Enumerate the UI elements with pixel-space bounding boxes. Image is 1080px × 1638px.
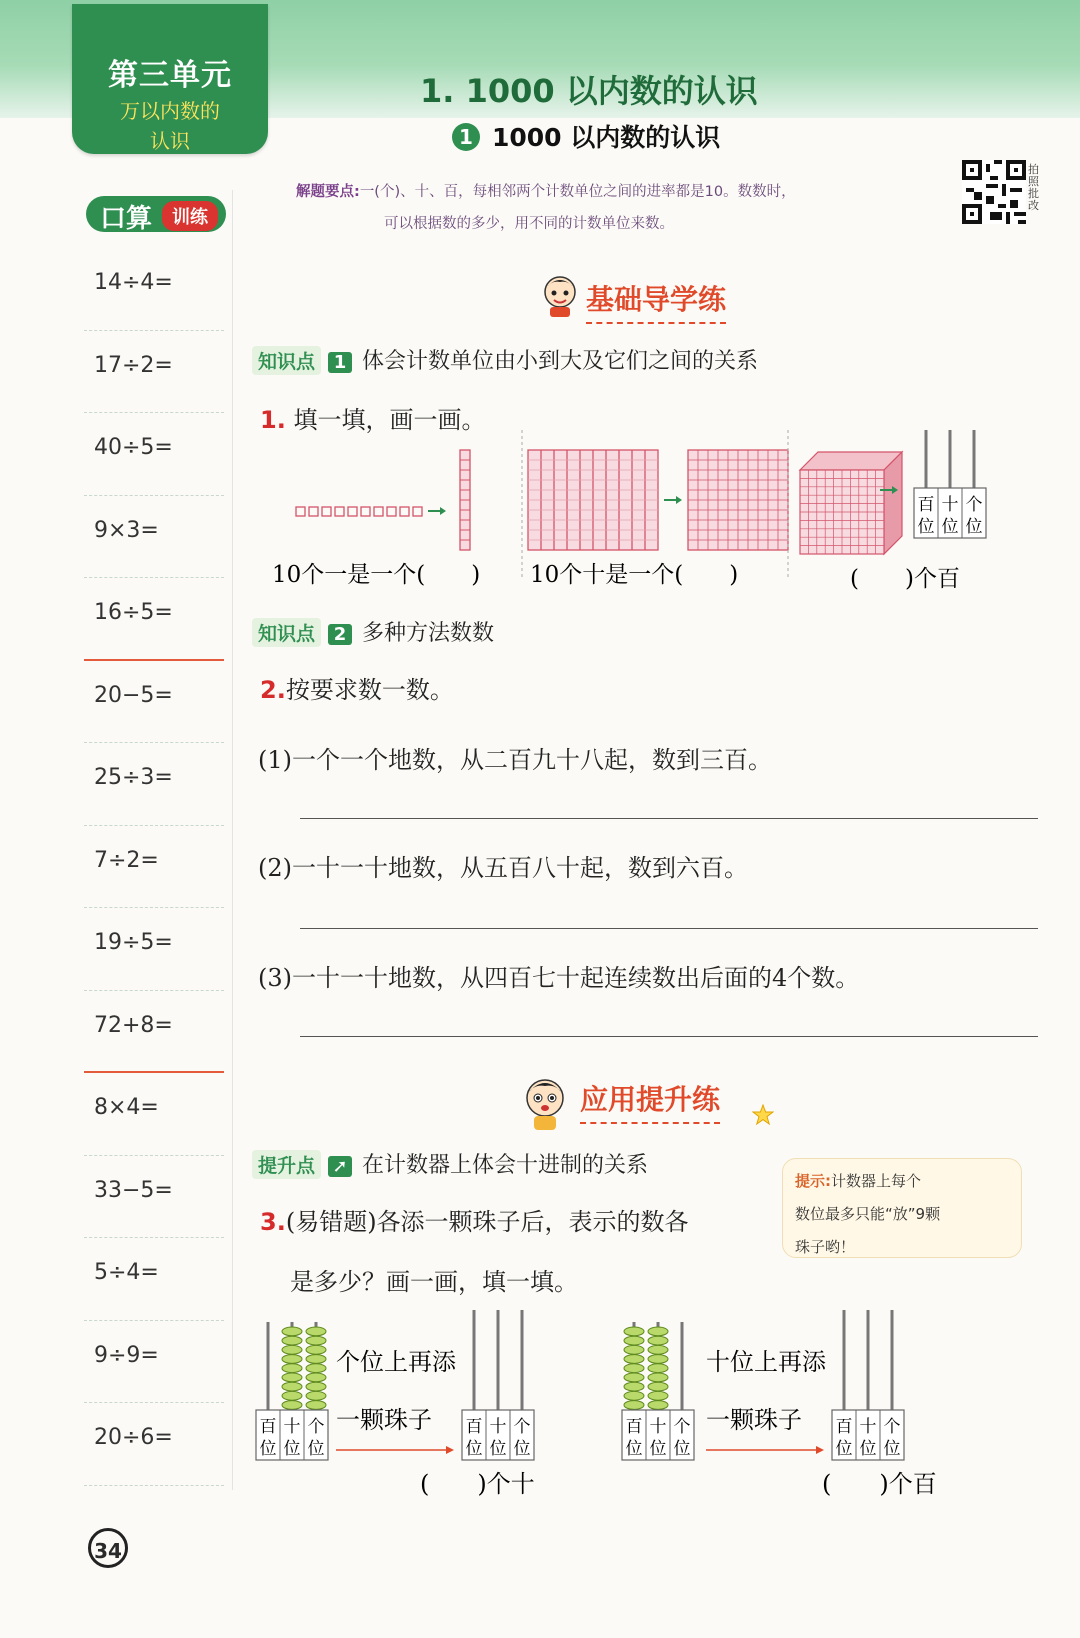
abacus-bead (306, 1327, 326, 1336)
abacus-label: 个 (883, 1417, 901, 1437)
q1-abacus-top-1: 十 (941, 495, 959, 515)
tips-line1: 一(个)、十、百，每相邻两个计数单位之间的进率都是10。数数时， (359, 184, 796, 200)
abacus-bead (306, 1373, 326, 1382)
abacus-label: 位 (883, 1439, 901, 1459)
abacus-bead (306, 1336, 326, 1345)
abacus-bead (306, 1345, 326, 1354)
abacus-label: 位 (283, 1439, 301, 1459)
oral-badge-main: 口算 (100, 204, 153, 234)
abacus-left-after[interactable] (462, 1310, 534, 1460)
abacus-bead (306, 1355, 326, 1364)
abacus-label: 百 (259, 1417, 277, 1437)
abacus-bead (648, 1327, 668, 1336)
abacus-bead (648, 1373, 668, 1382)
oral-item[interactable]: 19÷5= (84, 908, 224, 991)
abacus-label: 百 (835, 1417, 853, 1437)
oral-item[interactable]: 5÷4= (84, 1238, 224, 1321)
abacus-label: 百 (625, 1417, 643, 1437)
question-2 (260, 670, 454, 705)
abacus-bead (624, 1382, 644, 1391)
upgrade-point (252, 1148, 648, 1179)
q2-answer-line-1[interactable] (300, 818, 1038, 819)
abacus-label: 位 (465, 1439, 483, 1459)
abacus-label: 个 (307, 1417, 325, 1437)
q1-abacus-top-2: 个 (965, 495, 983, 515)
q3-text-2: 是多少？画一画，填一填。 (290, 1268, 578, 1296)
abacus-bead (648, 1391, 668, 1400)
section-basic-label: 基础导学练 (586, 283, 727, 316)
unit-subtitle-2: 认识 (150, 129, 190, 153)
abacus-label: 十 (489, 1417, 507, 1437)
tips-line2: 可以根据数的多少，用不同的计数单位来数。 (384, 216, 674, 232)
q2-answer-line-2[interactable] (300, 928, 1038, 929)
abacus-bead (282, 1364, 302, 1373)
oral-item[interactable]: 20−5= (84, 661, 224, 744)
abacus-label: 位 (859, 1439, 877, 1459)
hint-line3: 珠子哟！ (795, 1238, 856, 1256)
abacus-bead (624, 1355, 644, 1364)
right-caption-1: 十位上再添 (706, 1348, 826, 1376)
q2-text: 按要求数一数。 (285, 676, 454, 704)
abacus-bead (624, 1373, 644, 1382)
left-caption-2: 一颗珠子 (336, 1406, 432, 1434)
hint-line1: 计数器上每个 (831, 1172, 922, 1190)
abacus-q1 (914, 430, 986, 538)
q3-tag: (易错题) (285, 1208, 377, 1236)
abacus-right-before (622, 1322, 694, 1460)
oral-item[interactable]: 16÷5= (84, 578, 224, 661)
abacus-label: 位 (835, 1439, 853, 1459)
oral-item[interactable]: 14÷4= (84, 248, 224, 331)
abacus-bead (306, 1364, 326, 1373)
cartoon-boy-icon (540, 274, 580, 318)
oral-item[interactable]: 9×3= (84, 496, 224, 579)
abacus-bead (648, 1401, 668, 1410)
knowledge-point-1 (252, 344, 758, 375)
abacus-label: 位 (307, 1439, 325, 1459)
oral-item[interactable]: 33−5= (84, 1156, 224, 1239)
abacus-label: 十 (283, 1417, 301, 1437)
q1-blank-1[interactable]: 10个一是一个( ) (272, 562, 481, 588)
lesson-title (452, 118, 720, 154)
kp3-arrow-icon: ➚ (328, 1156, 352, 1177)
abacus-bead (624, 1364, 644, 1373)
star-icon (752, 1104, 774, 1126)
lesson-number-badge: 1 (452, 123, 480, 151)
abacus-bead (282, 1336, 302, 1345)
unit-subtitle-1: 万以内数的 (120, 99, 220, 123)
abacus-bead (282, 1401, 302, 1410)
unit-tab (72, 4, 268, 154)
abacus-bead (306, 1401, 326, 1410)
kp1-tag: 知识点 (252, 346, 321, 375)
kp2-number: 2 (328, 624, 352, 645)
q1-abacus-bottom-2: 位 (965, 517, 983, 537)
oral-item[interactable]: 8×4= (84, 1073, 224, 1156)
abacus-bead (624, 1336, 644, 1345)
q2-sub-3: (3)一十一十地数，从四百七十起连续数出后面的4个数。 (258, 964, 860, 992)
section-apply-label: 应用提升练 (580, 1083, 721, 1116)
abacus-label: 位 (649, 1439, 667, 1459)
kp2-text: 多种方法数数 (362, 621, 495, 646)
kp1-text: 体会计数单位由小到大及它们之间的关系 (362, 349, 759, 374)
section-basic-heading (586, 278, 726, 318)
abacus-bead (624, 1345, 644, 1354)
qr-code-icon[interactable] (962, 160, 1026, 224)
abacus-bead (282, 1391, 302, 1400)
abacus-bead (306, 1391, 326, 1400)
q1-abacus-bottom-1: 位 (941, 517, 959, 537)
tips-label: 解题要点: (296, 184, 360, 200)
kp3-tag: 提升点 (252, 1150, 321, 1179)
abacus-bead (282, 1345, 302, 1354)
q3-number: 3. (260, 1208, 286, 1236)
abacus-label: 位 (513, 1439, 531, 1459)
section-apply-heading (580, 1078, 720, 1118)
abacus-bead (282, 1327, 302, 1336)
column-divider (232, 190, 233, 1490)
hundred-flat (688, 450, 788, 550)
abacus-label: 百 (465, 1417, 483, 1437)
oral-item[interactable]: 17÷2= (84, 331, 224, 414)
thousand-cube (800, 452, 902, 554)
abacus-label: 位 (259, 1439, 277, 1459)
page-number: 34 (88, 1528, 128, 1568)
hint-box (782, 1158, 1022, 1258)
left-caption-1: 个位上再添 (336, 1348, 456, 1376)
q1-blank-2[interactable]: 10个十是一个( ) (530, 562, 739, 588)
abacus-left-beads (282, 1327, 326, 1409)
oral-list (84, 248, 224, 1486)
abacus-right-after[interactable] (832, 1310, 904, 1460)
abacus-label: 位 (673, 1439, 691, 1459)
ten-rods-group (528, 450, 658, 550)
q2-number: 2. (260, 676, 286, 704)
page-title: 1. 1000 以内数的认识 (420, 72, 758, 110)
hint-label: 提示: (795, 1172, 831, 1190)
abacus-bead (306, 1382, 326, 1391)
abacus-bead (648, 1382, 668, 1391)
abacus-bead (282, 1355, 302, 1364)
oral-badge-sub: 训练 (162, 201, 218, 231)
tips-box (296, 176, 916, 240)
oral-item[interactable]: 25÷3= (84, 743, 224, 826)
kp1-number: 1 (328, 352, 352, 373)
abacus-bead (624, 1401, 644, 1410)
abacus-label: 个 (513, 1417, 531, 1437)
unit-name: 第三单元 (108, 58, 232, 93)
cartoon-kid-icon (522, 1076, 568, 1132)
kp3-text: 在计数器上体会十进制的关系 (362, 1153, 649, 1178)
hint-line2: 数位最多只能“放”9颗 (795, 1205, 941, 1223)
abacus-bead (624, 1391, 644, 1400)
q1-figure (240, 430, 1040, 620)
abacus-bead (648, 1336, 668, 1345)
oral-training-badge (86, 196, 226, 232)
abacus-bead (282, 1373, 302, 1382)
abacus-label: 十 (859, 1417, 877, 1437)
right-answer[interactable]: ( )个百 (822, 1470, 937, 1498)
abacus-bead (282, 1382, 302, 1391)
abacus-bead (624, 1327, 644, 1336)
left-answer[interactable]: ( )个十 (420, 1470, 535, 1498)
abacus-bead (648, 1345, 668, 1354)
q1-blank-3[interactable]: ( )个百 (850, 566, 960, 592)
ten-rod (460, 450, 470, 550)
right-caption-2: 一颗珠子 (706, 1406, 802, 1434)
qr-label: 拍照批改 (1028, 163, 1039, 212)
q1-text: 填一填，画一画。 (293, 406, 486, 434)
q2-sub-1: (1)一个一个地数，从二百九十八起，数到三百。 (258, 746, 772, 774)
q1-abacus-bottom-0: 位 (917, 517, 935, 537)
abacus-label: 个 (673, 1417, 691, 1437)
oral-item[interactable]: 40÷5= (84, 413, 224, 496)
abacus-label: 位 (625, 1439, 643, 1459)
oral-item[interactable]: 7÷2= (84, 826, 224, 909)
kp2-tag: 知识点 (252, 618, 321, 647)
q2-sub-2: (2)一十一十地数，从五百八十起，数到六百。 (258, 854, 748, 882)
abacus-label: 十 (649, 1417, 667, 1437)
oral-item[interactable]: 9÷9= (84, 1321, 224, 1404)
lesson-subtitle: 1000 以内数的认识 (492, 123, 721, 152)
oral-item[interactable]: 20÷6= (84, 1403, 224, 1486)
knowledge-point-2 (252, 616, 494, 647)
unit-cubes (296, 507, 422, 516)
abacus-bead (648, 1355, 668, 1364)
q3-text-1: 各添一颗珠子后，表示的数各 (376, 1208, 689, 1236)
abacus-right-beads (624, 1327, 668, 1409)
abacus-bead (648, 1364, 668, 1373)
abacus-label: 位 (489, 1439, 507, 1459)
question-3 (260, 1202, 689, 1237)
oral-item[interactable]: 72+8= (84, 991, 224, 1074)
q1-number: 1. (260, 406, 286, 434)
q2-answer-line-3[interactable] (300, 1036, 1038, 1037)
q1-abacus-top-0: 百 (917, 495, 935, 515)
abacus-left-before (256, 1322, 328, 1460)
q3-figure (240, 1310, 1040, 1500)
